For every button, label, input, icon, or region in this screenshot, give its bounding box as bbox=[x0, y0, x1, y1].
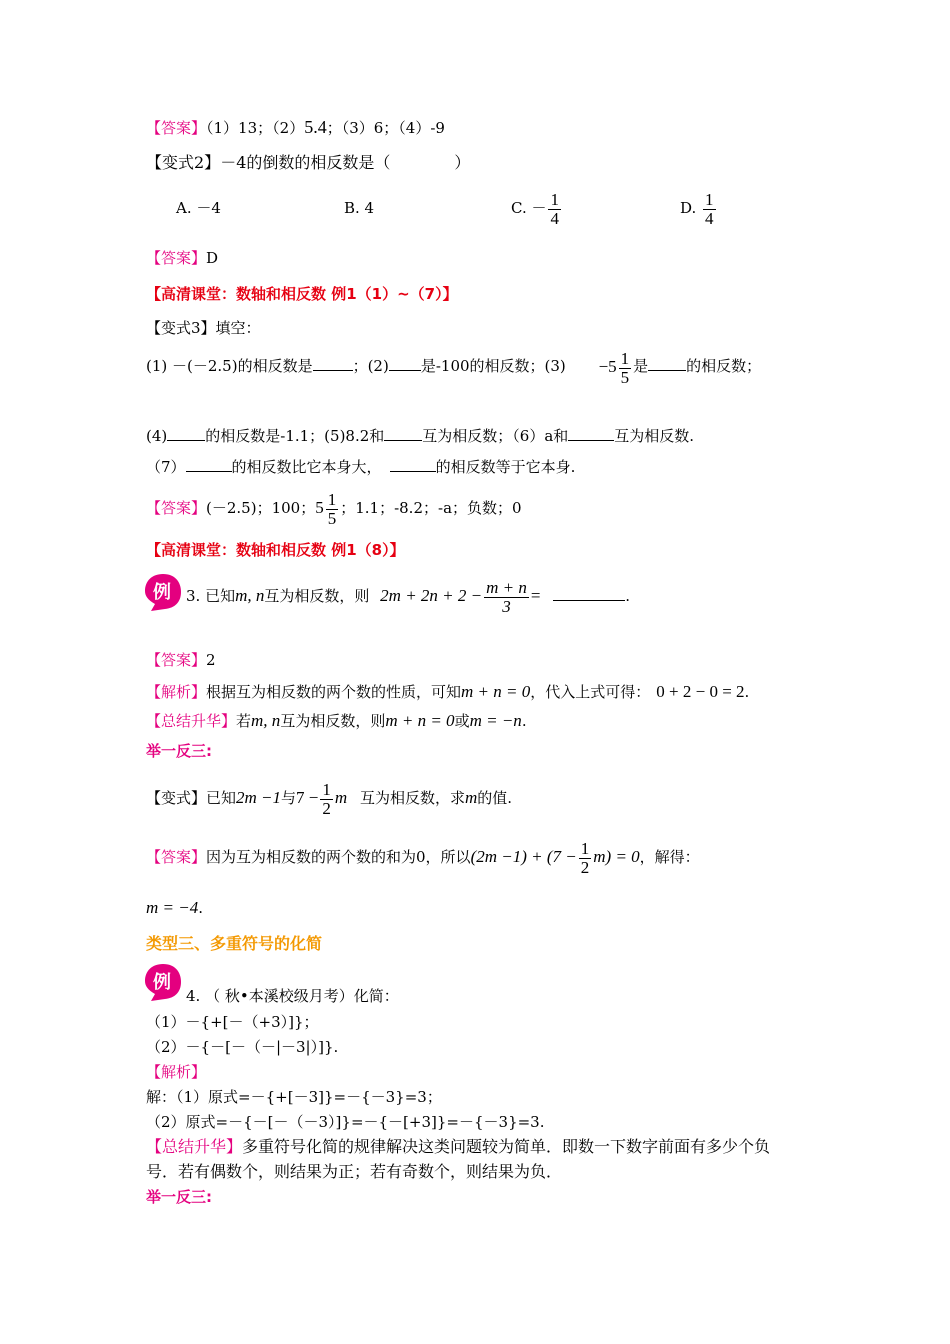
practice-header-2: 举一反三: bbox=[146, 1188, 212, 1206]
example-3: 3. 已知m, n互为相反数，则 2m + 2n + 2 − $\frac{m + n}{3}$ = . bbox=[186, 577, 631, 616]
answer-5: 【答案】因为互为相反数的两个数的和为0，所以(2m −1) + (7 − $\frac{1}{2}$ m) = 0，解得： bbox=[146, 838, 700, 877]
answer-2: 【答案】D bbox=[146, 249, 219, 267]
example-4-part-2: （2）－{－[－（－|－3|）]}. bbox=[146, 1038, 339, 1056]
section-type-3-heading: 类型三、多重符号的化简 bbox=[146, 934, 323, 953]
answer-1: 【答案】（1）13；（2）5.4；（3）6；（4）-9 bbox=[146, 117, 445, 137]
analysis-tag-4: 【解析】 bbox=[146, 1063, 207, 1081]
variant-2-question: 【变式2】－4的倒数的相反数是（ ） bbox=[146, 153, 471, 172]
practice-header-1: 举一反三: bbox=[146, 742, 212, 760]
option-d: D. $\frac{1}{4}$ bbox=[680, 189, 714, 228]
variant-3-line-1: (1) －(－2.5)的相反数是 ；(2) 是-100的相反数；(3) −5 $\frac{1}{5}$ 是 的相反数； bbox=[146, 348, 762, 387]
answer-3: 【答案】(－2.5)；100；5 $\frac{1}{5}$ ；1.1；-8.2；-a；负数；0 bbox=[146, 489, 522, 528]
answer-tag: 【答案】 bbox=[146, 119, 207, 137]
option-b: B. 4 bbox=[344, 199, 375, 217]
option-a: A. －4 bbox=[176, 199, 221, 217]
solution-line-2: （2）原式=－{－[－（－3）]}=－{－[+3]}=－{－3}=3. bbox=[146, 1113, 545, 1131]
analysis-4: 【解析】根据互为相反数的两个数的性质，可知m + n = 0，代入上式可得： 0 + 2 − 0 = 2. bbox=[146, 682, 750, 701]
summary-4: 【总结升华】若m, n互为相反数，则m + n = 0或m = −n. bbox=[146, 711, 527, 730]
svg-text:例: 例 bbox=[153, 972, 171, 993]
solution-line-1: 解：（1）原式=－{+[－3]}=－{－3}=3； bbox=[146, 1088, 442, 1106]
example-badge-icon bbox=[143, 572, 179, 608]
svg-text:例: 例 bbox=[153, 582, 171, 603]
answer-5-result: m = −4. bbox=[146, 898, 204, 917]
hd-classroom-header-1: 【高清课堂：数轴和相反数 例1（1）~（7）】 bbox=[146, 285, 458, 303]
hd-classroom-header-2: 【高清课堂：数轴和相反数 例1（8）】 bbox=[146, 541, 405, 559]
variant-4: 【变式】已知2m −1与7 − $\frac{1}{2}$ m 互为相反数，求m的值. bbox=[146, 779, 513, 818]
variant-3-line-3: （7） 的相反数比它本身大， 的相反数等于它本身. bbox=[146, 458, 576, 476]
summary-5-line-1: 【总结升华】多重符号化简的规律解决这类问题较为简单．即数一下数字前面有多少个负 bbox=[146, 1137, 771, 1156]
summary-5-line-2: 号．若有偶数个，则结果为正；若有奇数个，则结果为负． bbox=[146, 1162, 563, 1181]
example-4-part-1: （1）－{+[－（+3）]}； bbox=[146, 1013, 319, 1031]
example-4: 4. （ 秋•本溪校级月考）化简： bbox=[186, 987, 399, 1005]
variant-3-line-2: (4) 的相反数是-1.1；(5)8.2和 互为相反数；（6）a和 互为相反数. bbox=[146, 427, 695, 445]
option-c: C. － $\frac{1}{4}$ bbox=[511, 189, 559, 228]
variant-3-head: 【变式3】填空： bbox=[146, 319, 261, 337]
answer-4: 【答案】2 bbox=[146, 651, 216, 669]
example-badge-icon bbox=[143, 962, 179, 998]
